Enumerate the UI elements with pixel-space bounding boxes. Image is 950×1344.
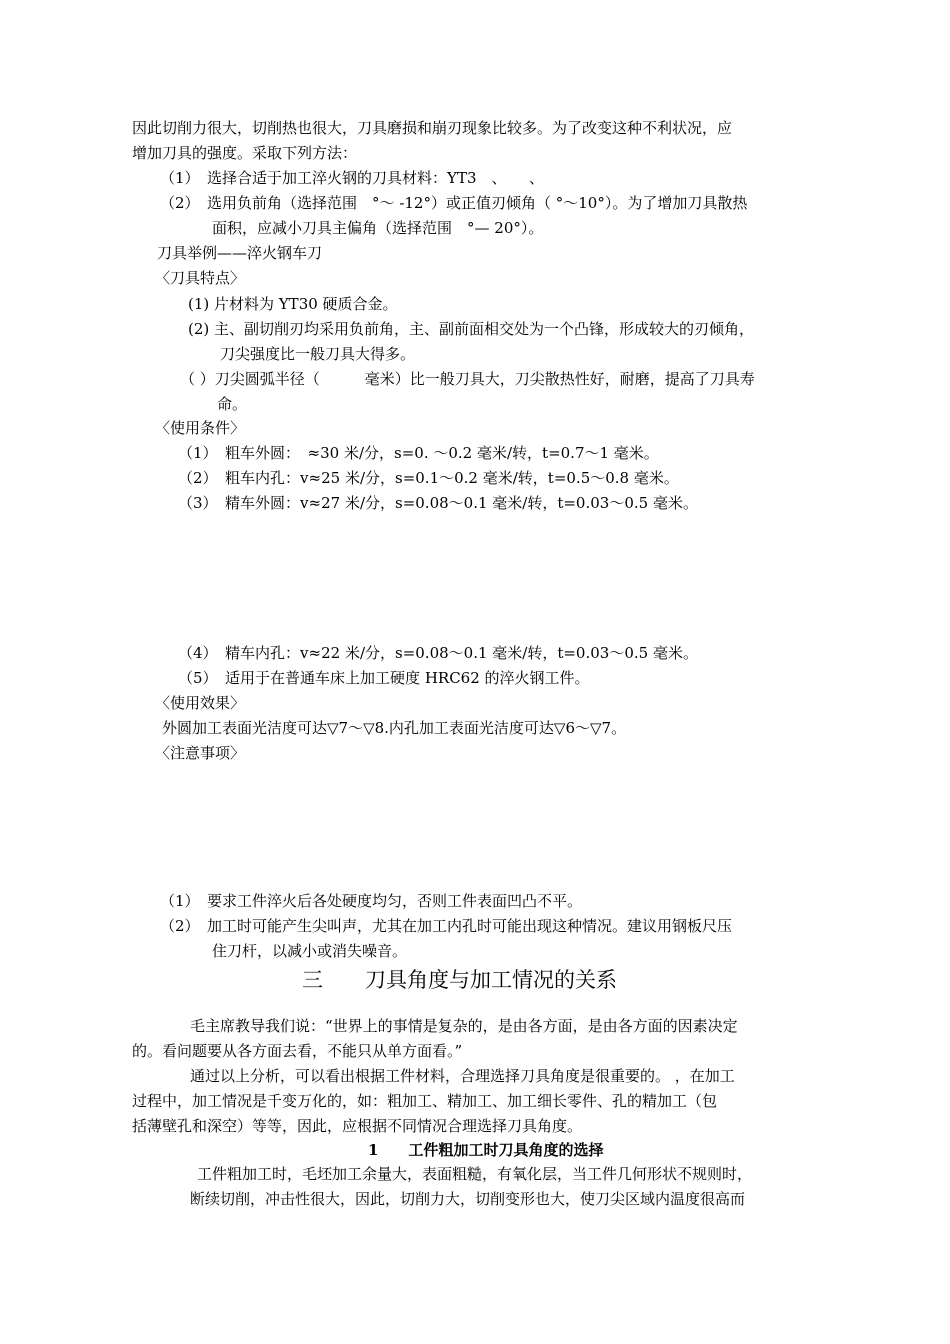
list-item: （1） 选择合适于加工淬火钢的刀具材料：YT3 、 、 xyxy=(160,169,544,187)
list-item: （2） 粗车内孔：v≈25 米/分，s=0.1～0.2 毫米/转，t=0.5～0.8 毫米。 xyxy=(178,469,679,487)
list-item-continuation: 刀尖强度比一般刀具大得多。 xyxy=(220,345,416,363)
list-item: （1） 要求工件淬火后各处硬度均匀，否则工件表面凹凸不平。 xyxy=(160,892,583,910)
paragraph-line: 的。看问题要从各方面去看，不能只从单方面看。” xyxy=(132,1042,463,1060)
subsection-heading: 〈使用效果〉 xyxy=(155,694,246,712)
list-item: （ ）刀尖圆弧半径（ 毫米）比一般刀具大，刀尖散热性好，耐磨，提高了刀具寿 xyxy=(180,370,755,388)
section-heading: 1 工件粗加工时刀具角度的选择 xyxy=(368,1141,604,1159)
list-item: （2） 选用负前角（选择范围 °～ -12°）或正值刃倾角（ °～10°）。为了增加刀具散热 xyxy=(160,194,748,212)
list-item: （2） 加工时可能产生尖叫声，尤其在加工内孔时可能出现这种情况。建议用钢板尺压 xyxy=(160,917,733,935)
section-heading: 刀具举例——淬火钢车刀 xyxy=(157,244,323,262)
paragraph-line: 工件粗加工时，毛坯加工余量大，表面粗糙，有氧化层，当工件几何形状不规则时， xyxy=(197,1165,753,1183)
list-item: （3） 精车外圆：v≈27 米/分，s=0.08～0.1 毫米/转，t=0.03～0.5 毫米。 xyxy=(178,494,698,512)
subsection-heading: 〈使用条件〉 xyxy=(155,419,246,437)
list-item: （4） 精车内孔：v≈22 米/分，s=0.08～0.1 毫米/转，t=0.03～0.5 毫米。 xyxy=(178,644,698,662)
list-item: (2) 主、副切削刃均采用负前角，主、副前面相交处为一个凸锋，形成较大的刃倾角， xyxy=(188,320,755,338)
list-item-continuation: 住刀杆，以减小或消失噪音。 xyxy=(212,942,408,960)
list-item: (1) 片材料为 YT30 硬质合金。 xyxy=(188,295,398,313)
list-item: （1） 粗车外圆： ≈30 米/分，s=0. ～0.2 毫米/转，t=0.7～1 毫米。 xyxy=(178,444,659,462)
paragraph-line: 因此切削力很大，切削热也很大，刀具磨损和崩刃现象比较多。为了改变这种不利状况，应 xyxy=(132,119,733,137)
paragraph-line: 通过以上分析，可以看出根据工件材料，合理选择刀具角度是很重要的。 ，在加工 xyxy=(190,1067,735,1085)
paragraph-line: 增加刀具的强度。采取下列方法： xyxy=(132,144,358,162)
list-item: （5） 适用于在普通车床上加工硬度 HRC62 的淬火钢工件。 xyxy=(178,669,590,687)
paragraph-line: 断续切削，冲击性很大，因此，切削力大，切削变形也大，使刀尖区域内温度很高而 xyxy=(190,1190,746,1208)
subsection-heading: 〈刀具特点〉 xyxy=(155,269,246,287)
subsection-heading: 〈注意事项〉 xyxy=(155,744,246,762)
list-item-continuation: 面积，应减小刀具主偏角（选择范围 °— 20°）。 xyxy=(212,219,544,237)
chapter-title: 三 刀具角度与加工情况的关系 xyxy=(302,968,617,992)
paragraph-line: 外圆加工表面光洁度可达▽7～▽8.内孔加工表面光洁度可达▽6～▽7。 xyxy=(162,719,627,737)
paragraph-line: 毛主席教导我们说：“世界上的事情是复杂的，是由各方面，是由各方面的因素决定 xyxy=(190,1017,738,1035)
list-item-continuation: 命。 xyxy=(217,395,248,413)
paragraph-line: 括薄壁孔和深空）等等，因此，应根据不同情况合理选择刀具角度。 xyxy=(132,1117,583,1135)
paragraph-line: 过程中，加工情况是千变万化的，如：粗加工、精加工、加工细长零件、孔的精加工（包 xyxy=(132,1092,718,1110)
